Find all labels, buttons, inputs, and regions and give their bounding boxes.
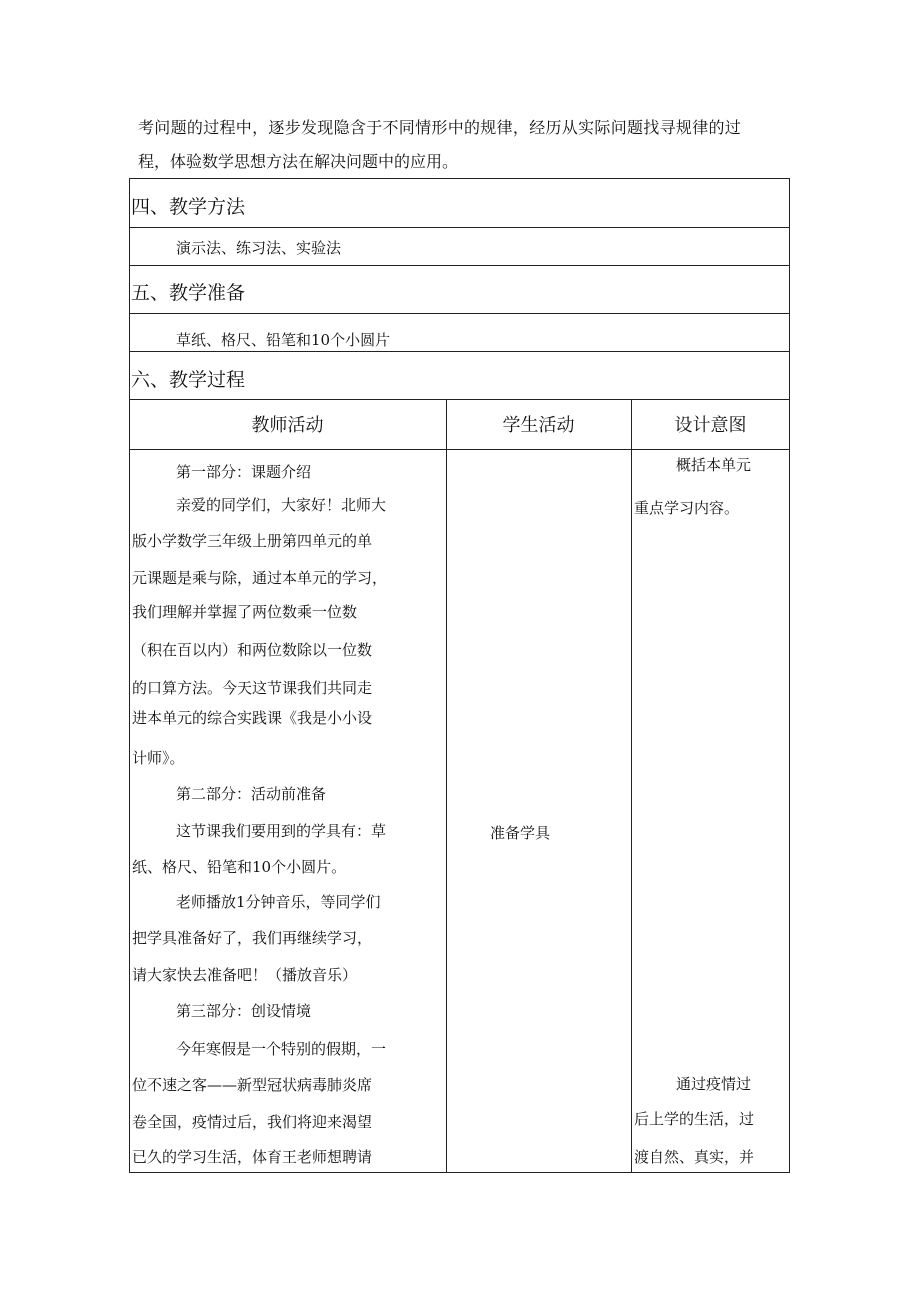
design-line: 渡自然、真实，并 <box>634 1148 755 1166</box>
section-body-method: 演示法、练习法、实验法 <box>176 239 342 257</box>
teacher-line: 元课题是乘与除，通过本单元的学习， <box>132 569 388 587</box>
column-divider <box>446 399 447 1173</box>
teacher-line: 计师》。 <box>132 749 185 767</box>
lesson-table <box>129 178 790 1173</box>
design-line: 重点学习内容。 <box>634 499 740 517</box>
row-divider <box>129 227 790 228</box>
teacher-line: 今年寒假是一个特别的假期，一 <box>176 1040 387 1058</box>
teacher-line: （积在百以内）和两位数除以一位数 <box>132 641 373 659</box>
teacher-line: 纸、格尺、铅笔和10个小圆片。 <box>132 858 347 876</box>
section-heading-process: 六、教学过程 <box>131 369 246 391</box>
section-heading-prep: 五、教学准备 <box>131 282 246 304</box>
teacher-line: 卷全国，疫情过后，我们将迎来渴望 <box>132 1113 373 1131</box>
section-body-prep: 草纸、格尺、铅笔和10个小圆片 <box>176 331 391 349</box>
teacher-line: 位不速之客——新型冠状病毒肺炎席 <box>132 1076 373 1094</box>
teacher-line: 请大家快去准备吧！（播放音乐） <box>132 966 358 984</box>
teacher-line: 进本单元的综合实践课《我是小小设 <box>132 709 373 727</box>
teacher-line: 把学具准备好了，我们再继续学习， <box>132 929 373 947</box>
design-line: 概括本单元 <box>676 456 752 474</box>
student-line: 准备学具 <box>490 824 551 842</box>
row-divider <box>129 265 790 266</box>
teacher-line: 这节课我们要用到的学具有：草 <box>176 822 387 840</box>
teacher-line: 已久的学习生活，体育王老师想聘请 <box>132 1148 373 1166</box>
teacher-line: 的口算方法。今天这节课我们共同走 <box>132 679 373 697</box>
column-divider <box>631 399 632 1173</box>
teacher-line: 第一部分：课题介绍 <box>176 463 312 481</box>
row-divider <box>129 399 790 400</box>
row-divider <box>129 351 790 352</box>
column-header-teacher: 教师活动 <box>251 415 324 436</box>
teacher-line: 第三部分：创设情境 <box>176 1002 312 1020</box>
row-divider <box>129 449 790 450</box>
column-header-student: 学生活动 <box>502 415 575 436</box>
teacher-line: 亲爱的同学们，大家好！北师大 <box>176 496 387 514</box>
intro-line: 程，体验数学思想方法在解决问题中的应用。 <box>138 152 459 171</box>
teacher-line: 我们理解并掌握了两位数乘一位数 <box>132 603 358 621</box>
design-line: 后上学的生活，过 <box>634 1110 755 1128</box>
teacher-line: 版小学数学三年级上册第四单元的单 <box>132 532 373 550</box>
column-header-design: 设计意图 <box>674 415 747 436</box>
intro-line: 考问题的过程中，逐步发现隐含于不同情形中的规律，经历从实际问题找寻规律的过 <box>138 118 742 137</box>
section-heading-method: 四、教学方法 <box>131 196 246 218</box>
teacher-line: 老师播放1分钟音乐，等同学们 <box>176 893 381 911</box>
design-line: 通过疫情过 <box>676 1075 752 1093</box>
teacher-line: 第二部分：活动前准备 <box>176 785 327 803</box>
row-divider <box>129 313 790 314</box>
